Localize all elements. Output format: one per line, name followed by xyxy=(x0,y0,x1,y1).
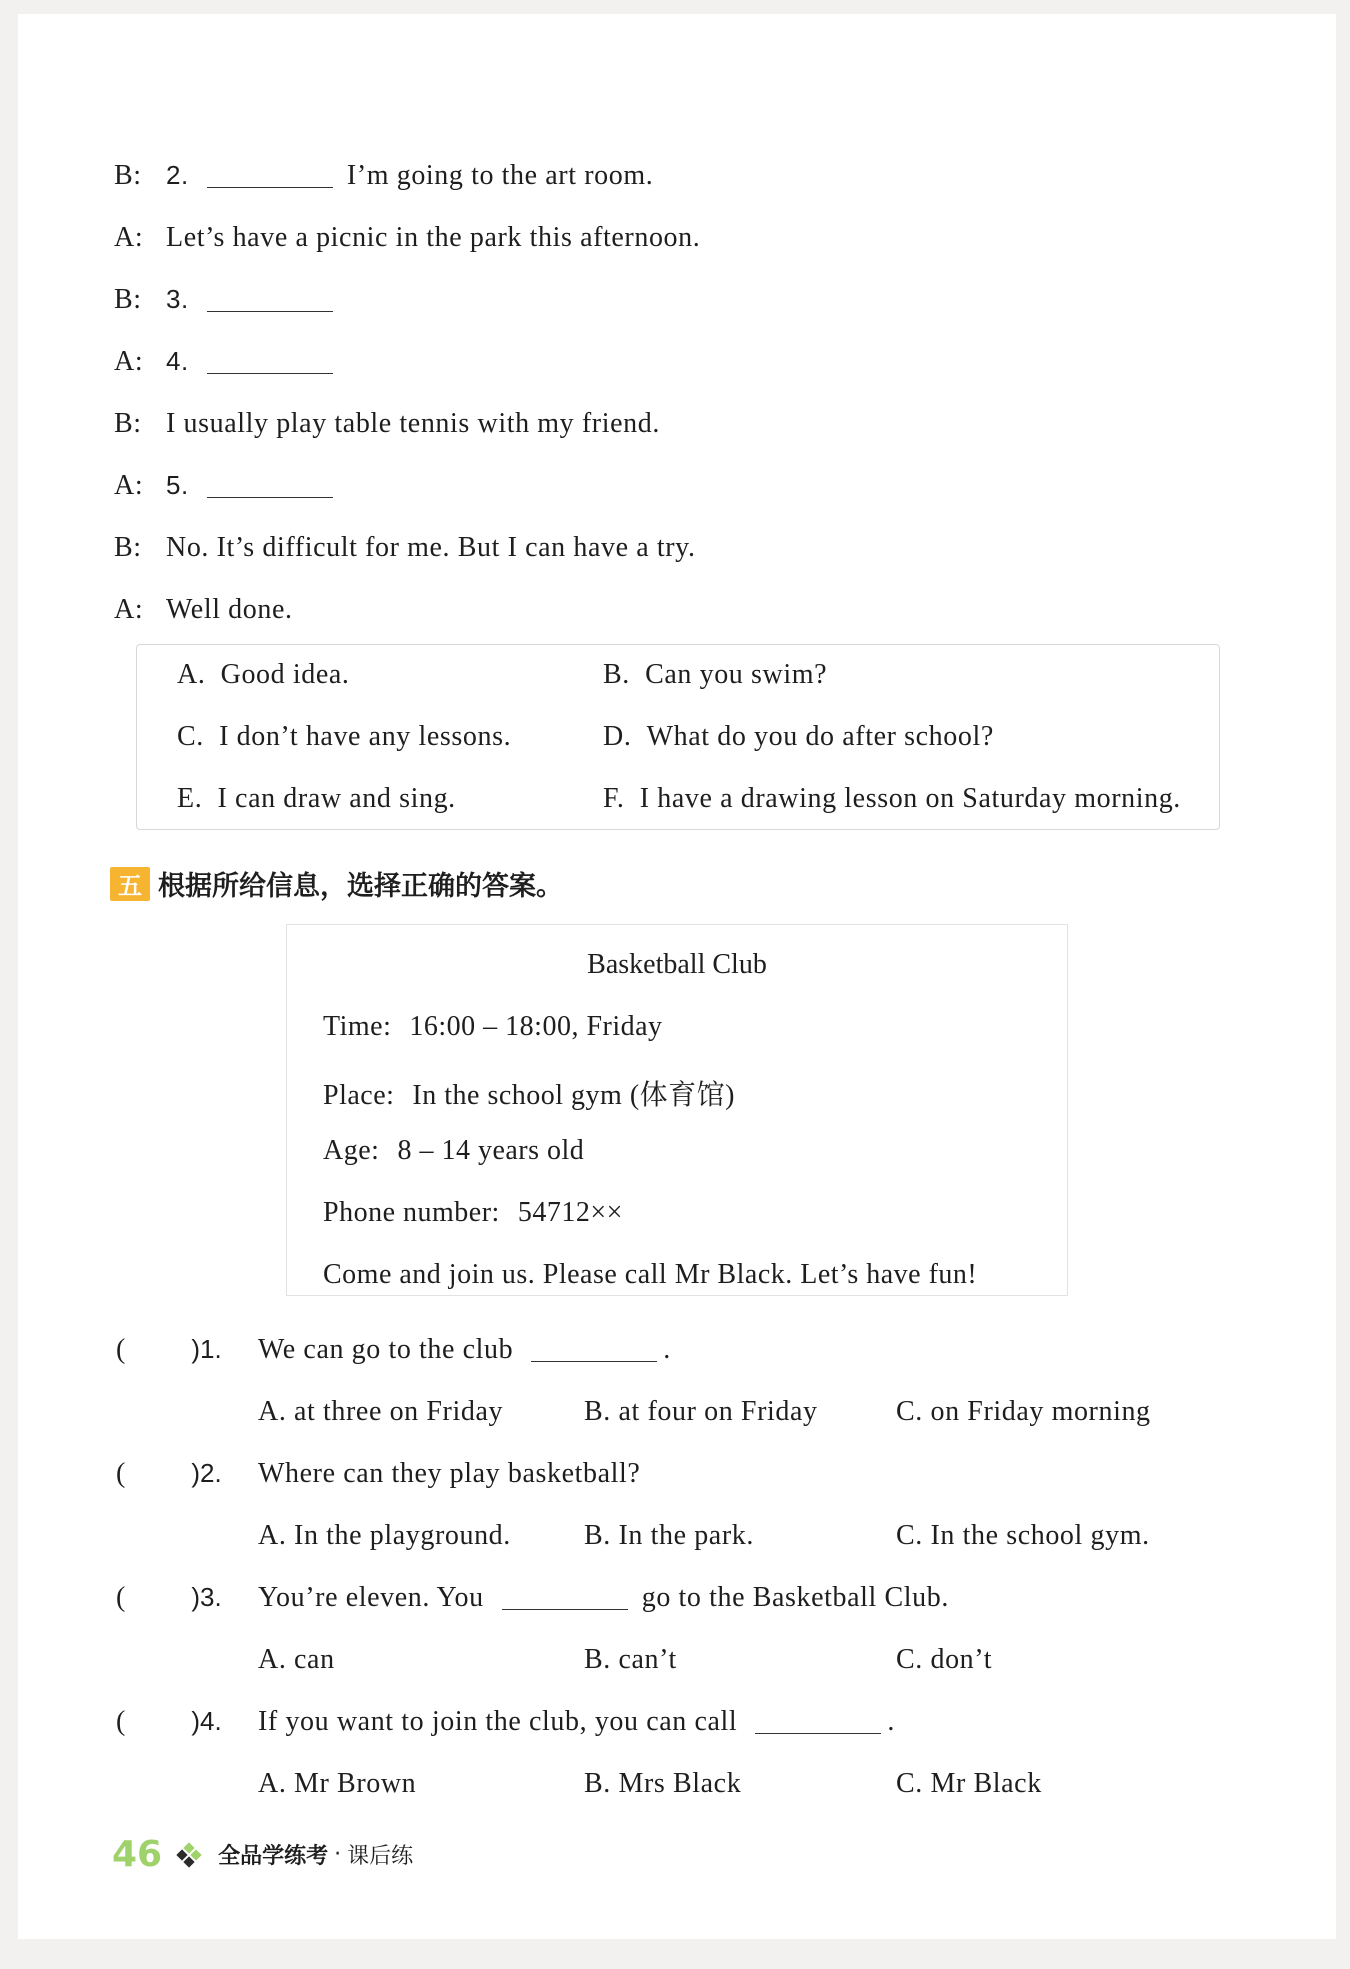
book-subtitle: 课后练 xyxy=(347,1844,414,1869)
option-text: Good idea. xyxy=(220,659,350,690)
question-2-choice-a[interactable]: A. In the playground. xyxy=(258,1520,511,1551)
question-stem-end: . xyxy=(663,1334,671,1365)
option-letter: C. xyxy=(177,721,204,752)
question-3-choice-b[interactable]: B. can’t xyxy=(584,1644,677,1675)
club-notice xyxy=(286,924,1068,1296)
dialogue-line-5 xyxy=(114,408,660,440)
question-4-choice-b[interactable]: B. Mrs Black xyxy=(584,1768,742,1799)
club-time-value: 16:00 – 18:00, Friday xyxy=(409,1011,663,1042)
club-place xyxy=(323,1073,735,1113)
question-1-text xyxy=(258,1334,671,1366)
dialogue-line-8 xyxy=(114,594,293,626)
section-heading xyxy=(110,864,563,903)
dialogue-line-3 xyxy=(114,284,347,316)
question-1-choice-b[interactable]: B. at four on Friday xyxy=(584,1396,818,1427)
option-text: I have a drawing lesson on Saturday morning. xyxy=(639,783,1181,814)
option-letter: A. xyxy=(177,659,206,690)
worksheet-page xyxy=(18,14,1336,1939)
question-1-bracket[interactable] xyxy=(116,1334,222,1366)
option-b xyxy=(603,659,827,691)
footer-separator: · xyxy=(334,1842,342,1867)
club-closing: Come and join us. Please call Mr Black. Let’s have fun! xyxy=(323,1259,978,1290)
dialogue-text: No. It’s difficult for me. But I can have a try. xyxy=(166,532,696,563)
dialogue-text: I’m going to the art room. xyxy=(346,160,654,191)
club-age-label: Age: xyxy=(323,1135,380,1166)
question-stem-end: . xyxy=(887,1706,895,1737)
club-time xyxy=(323,1011,663,1043)
question-3-choice-c[interactable]: C. don’t xyxy=(896,1644,993,1675)
question-number: )3. xyxy=(191,1582,222,1612)
question-1-choice-a[interactable]: A. at three on Friday xyxy=(258,1396,504,1427)
dialogue-line-6 xyxy=(114,470,347,502)
dialogue-line-7 xyxy=(114,532,696,564)
club-place-label: Place: xyxy=(323,1080,395,1111)
question-stem: If you want to join the club, you can call xyxy=(258,1706,738,1737)
page-number: 46 xyxy=(112,1834,163,1875)
dialogue-text: I usually play table tennis with my friend. xyxy=(166,408,660,439)
answer-blank[interactable] xyxy=(207,372,333,374)
answer-blank[interactable] xyxy=(207,186,333,188)
answer-blank[interactable] xyxy=(755,1732,881,1734)
blank-number: 2. xyxy=(166,160,189,190)
section-title: 根据所给信息，选择正确的答案。 xyxy=(158,871,563,902)
question-4-bracket[interactable] xyxy=(116,1706,222,1738)
option-letter: E. xyxy=(177,783,203,814)
club-age-value: 8 – 14 years old xyxy=(397,1135,585,1166)
open-paren: ( xyxy=(116,1458,126,1489)
question-3-text xyxy=(258,1582,949,1614)
question-4-text xyxy=(258,1706,895,1738)
answer-blank[interactable] xyxy=(207,310,333,312)
question-stem: We can go to the club xyxy=(258,1334,514,1365)
option-f xyxy=(603,783,1181,815)
speaker: B: xyxy=(114,284,142,315)
options-box xyxy=(136,644,1220,830)
option-a xyxy=(177,659,349,691)
speaker: A: xyxy=(114,470,144,501)
question-2-choice-b[interactable]: B. In the park. xyxy=(584,1520,754,1551)
question-3-choice-a[interactable]: A. can xyxy=(258,1644,335,1675)
club-age xyxy=(323,1135,584,1167)
option-text: Can you swim? xyxy=(645,659,828,690)
option-text: I can draw and sing. xyxy=(217,783,456,814)
question-number: )4. xyxy=(191,1706,222,1736)
question-2-bracket[interactable] xyxy=(116,1458,222,1490)
answer-blank[interactable] xyxy=(502,1608,628,1610)
open-paren: ( xyxy=(116,1582,126,1613)
question-number: )1. xyxy=(191,1334,222,1364)
club-phone-label: Phone number: xyxy=(323,1197,500,1228)
option-c xyxy=(177,721,511,753)
book-brand: 全品学练考 xyxy=(218,1844,329,1869)
blank-number: 5. xyxy=(166,470,189,500)
option-letter: B. xyxy=(603,659,630,690)
diamond-ornament-icon xyxy=(178,1844,200,1866)
speaker: A: xyxy=(114,346,144,377)
question-4-choice-a[interactable]: A. Mr Brown xyxy=(258,1768,417,1799)
open-paren: ( xyxy=(116,1334,126,1365)
answer-blank[interactable] xyxy=(207,496,333,498)
answer-blank[interactable] xyxy=(531,1360,657,1362)
dialogue-line-4 xyxy=(114,346,347,378)
option-letter: F. xyxy=(603,783,625,814)
club-time-label: Time: xyxy=(323,1011,392,1042)
speaker: B: xyxy=(114,408,142,439)
blank-number: 4. xyxy=(166,346,189,376)
blank-number: 3. xyxy=(166,284,189,314)
dialogue-text: Let’s have a picnic in the park this afternoon. xyxy=(166,222,701,253)
option-d xyxy=(603,721,994,753)
question-2-text: Where can they play basketball? xyxy=(258,1458,641,1489)
club-place-value: In the school gym (体育馆) xyxy=(412,1080,735,1111)
dialogue-line-1 xyxy=(114,160,653,192)
option-letter: D. xyxy=(603,721,632,752)
question-3-bracket[interactable] xyxy=(116,1582,222,1614)
speaker: B: xyxy=(114,532,142,563)
dialogue-text: Well done. xyxy=(166,594,293,625)
speaker: A: xyxy=(114,222,144,253)
club-phone-value: 54712×× xyxy=(517,1197,623,1228)
page-footer xyxy=(112,1834,413,1875)
option-text: What do you do after school? xyxy=(646,721,994,752)
club-title: Basketball Club xyxy=(587,949,767,980)
question-2-choice-c[interactable]: C. In the school gym. xyxy=(896,1520,1150,1551)
question-1-choice-c[interactable]: C. on Friday morning xyxy=(896,1396,1151,1427)
option-e xyxy=(177,783,456,815)
club-phone xyxy=(323,1197,623,1229)
question-stem-end: go to the Basketball Club. xyxy=(641,1582,949,1613)
question-4-choice-c[interactable]: C. Mr Black xyxy=(896,1768,1042,1799)
speaker: B: xyxy=(114,160,142,191)
question-stem: You’re eleven. You xyxy=(258,1582,484,1613)
question-number: )2. xyxy=(191,1458,222,1488)
section-number-badge: 五 xyxy=(110,867,150,901)
dialogue-line-2 xyxy=(114,222,700,254)
option-text: I don’t have any lessons. xyxy=(219,721,512,752)
open-paren: ( xyxy=(116,1706,126,1737)
speaker: A: xyxy=(114,594,144,625)
